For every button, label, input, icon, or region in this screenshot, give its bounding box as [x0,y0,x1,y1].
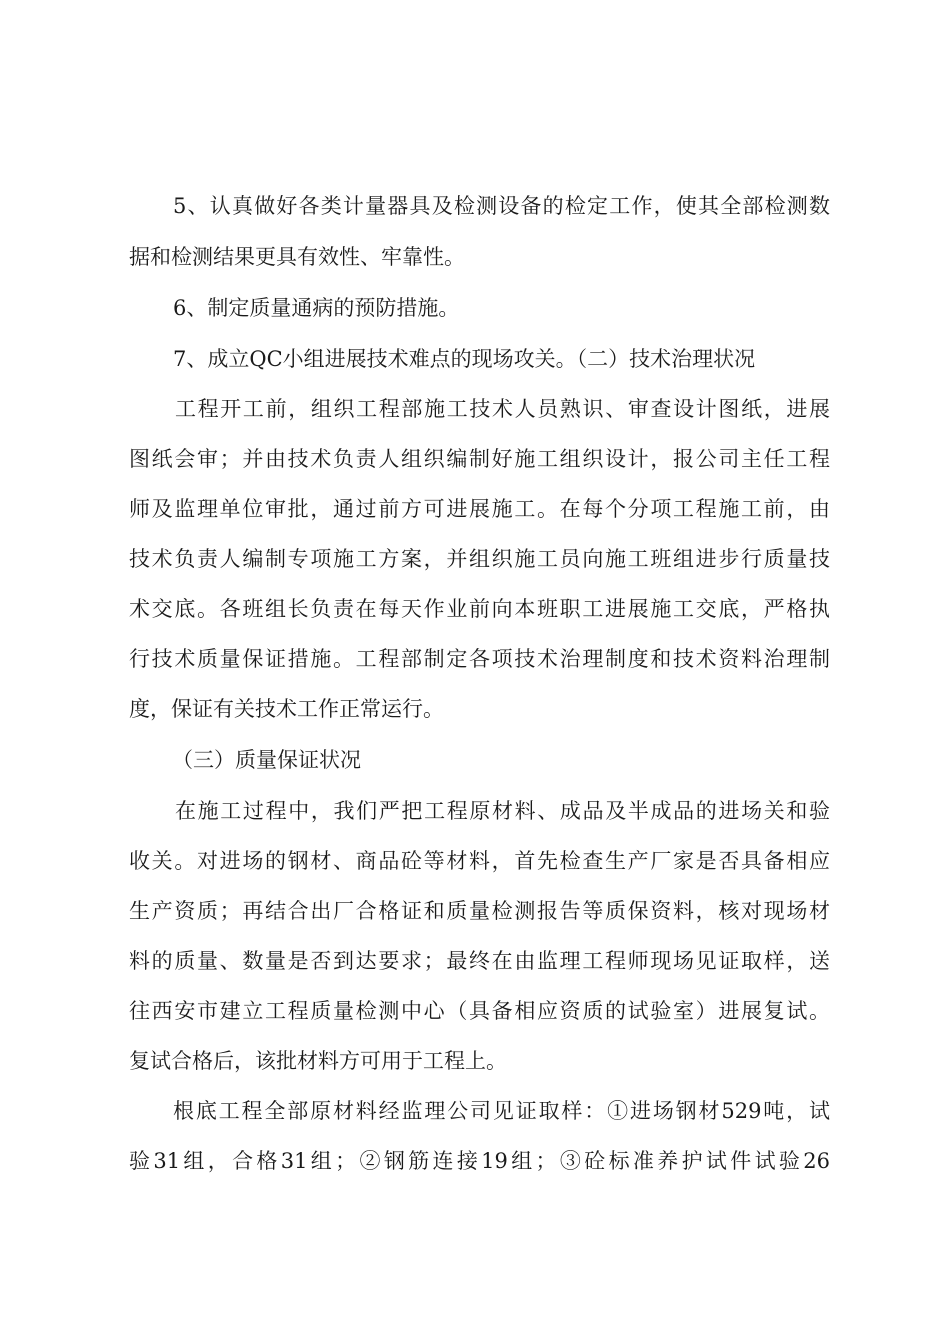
text-line: 师及监理单位审批，通过前方可进展施工。在每个分项工程施工前，由 [129,497,830,521]
text-line: 据和检测结果更具有效性、牢靠性。 [129,245,465,269]
text-line: 收关。对进场的钢材、商品砼等材料，首先检查生产厂家是否具备相应 [129,849,830,873]
text-line: 在施工过程中，我们严把工程原材料、成品及半成品的进场关和验 [175,799,830,823]
text-line: 度，保证有关技术工作正常运行。 [129,697,444,721]
text-line: 工程开工前，组织工程部施工技术人员熟识、审查设计图纸，进展 [175,397,830,421]
text-line: 7、成立QC小组进展技术难点的现场攻关。（二）技术治理状况 [173,347,756,371]
section-heading: （三）质量保证状况 [172,748,361,772]
text-line: 6、制定质量通病的预防措施。 [173,296,460,320]
text-line: 术交底。各班组长负责在每天作业前向本班职工进展施工交底，严格执 [129,597,830,621]
text-line: 行技术质量保证措施。工程部制定各项技术治理制度和技术资料治理制 [129,647,830,671]
text-line: 验31组，合格31组；②钢筋连接19组；③砼标准养护试件试验26 [129,1149,830,1173]
text-line: 5、认真做好各类计量器具及检测设备的检定工作，使其全部检测数 [173,194,830,218]
text-line: 根底工程全部原材料经监理公司见证取样：①进场钢材529吨，试 [173,1099,830,1123]
text-line: 技术负责人编制专项施工方案，并组织施工员向施工班组进步行质量技 [129,547,830,571]
text-line: 复试合格后，该批材料方可用于工程上。 [129,1049,507,1073]
text-line: 生产资质；再结合出厂合格证和质量检测报告等质保资料，核对现场材 [129,899,830,923]
text-line: 图纸会审；并由技术负责人组织编制好施工组织设计，报公司主任工程 [129,447,830,471]
text-line: 往西安市建立工程质量检测中心（具备相应资质的试验室）进展复试。 [129,999,830,1023]
text-line: 料的质量、数量是否到达要求；最终在由监理工程师现场见证取样，送 [129,949,830,973]
